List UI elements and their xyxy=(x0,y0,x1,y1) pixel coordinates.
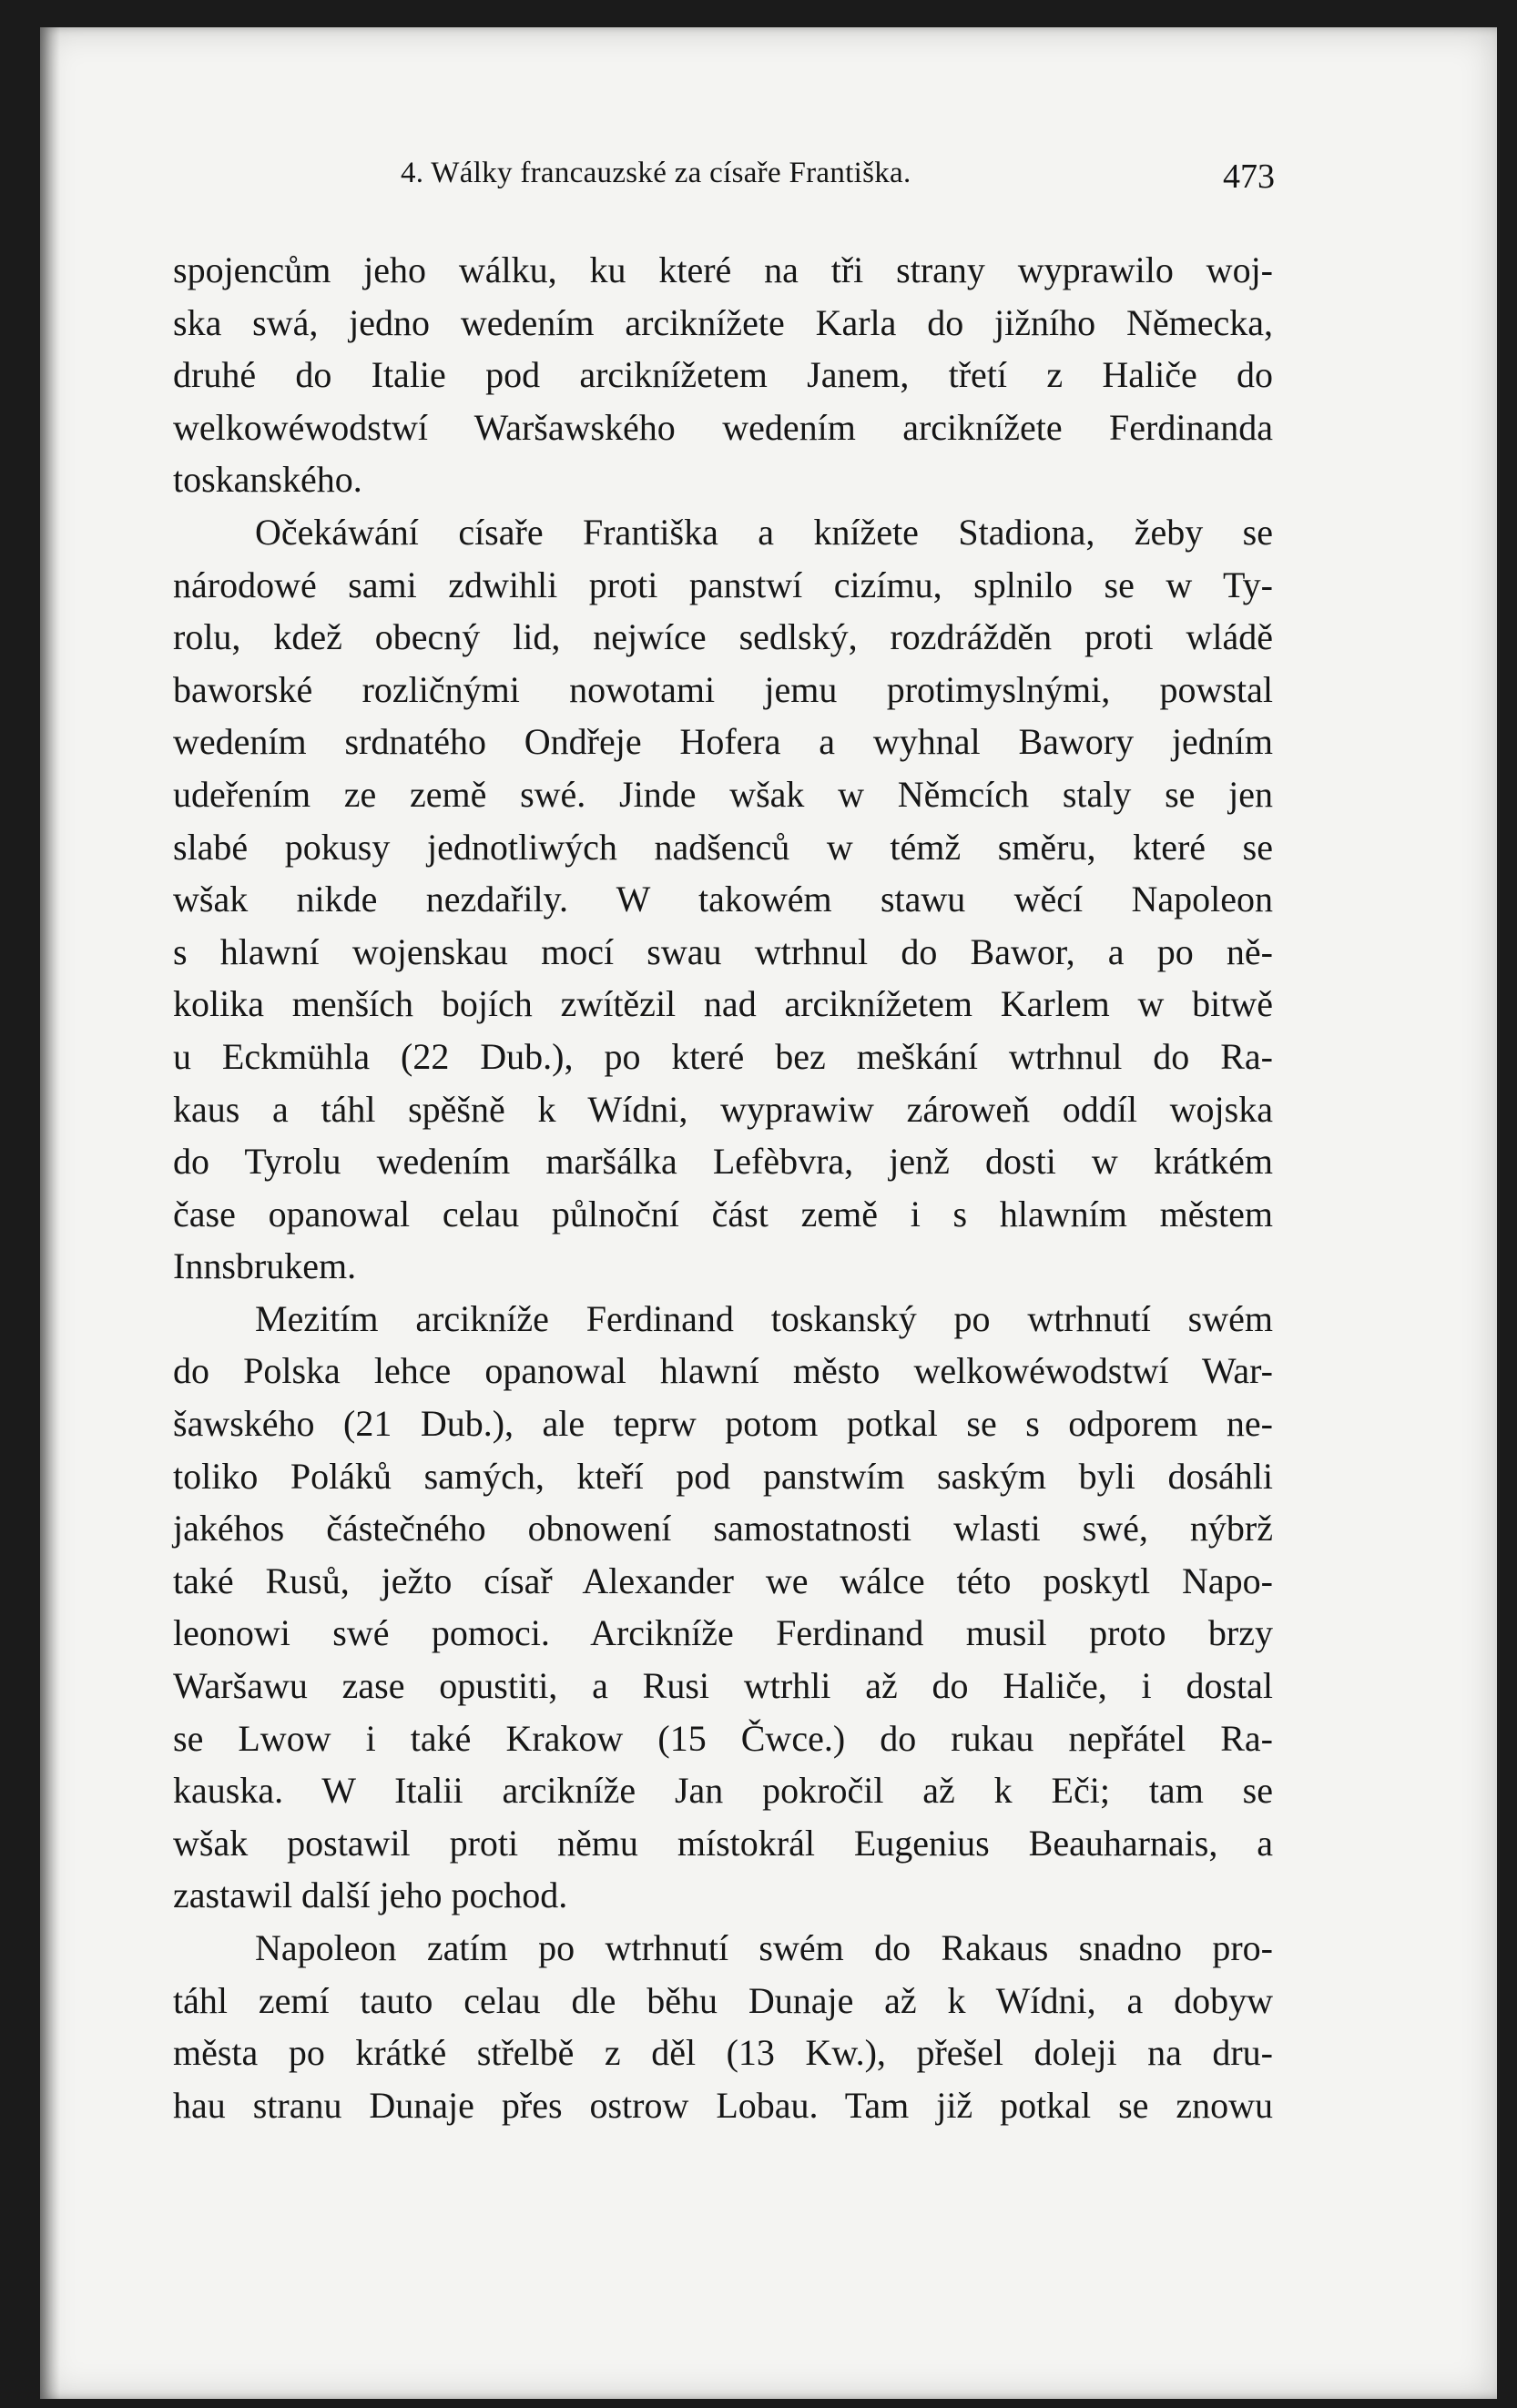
text-line: šawského (21 Dub.), ale teprw potom potkal se s odporem ne- xyxy=(173,1403,1273,1445)
text-line: u Eckmühla (22 Dub.), po které bez meškání wtrhnul do Ra- xyxy=(173,1035,1273,1077)
text-line: Mezitím arcikníže Ferdinand toskanský po wtrhnutí swém xyxy=(255,1297,1273,1339)
text-line: ska swá, jedno wedením arciknížete Karla do jižního Německa, xyxy=(173,301,1273,343)
text-line: Očekáwání císaře Františka a knížete Stadiona, žeby se xyxy=(255,511,1273,553)
text-line: wšak nikde nezdařily. W takowém stawu wěcí Napoleon xyxy=(173,879,1273,920)
running-title: 4. Wálky francauzské za císaře Františka. xyxy=(401,157,911,189)
text-line: Innsbrukem. xyxy=(173,1245,357,1287)
page-number: 473 xyxy=(1223,157,1275,196)
text-line: druhé do Italie pod arciknížetem Janem, třetí z Haliče do xyxy=(173,354,1273,396)
text-line: také Rusů, ježto císař Alexander we wálce této poskytl Napo- xyxy=(173,1560,1273,1601)
text-line: toliko Poláků samých, kteří pod panstwím saským byli dosáhli xyxy=(173,1455,1273,1497)
text-line: welkowéwodstwí Waršawského wedením arciknížete Ferdinanda xyxy=(173,406,1273,448)
text-line: kauska. W Italii arcikníže Jan pokročil až k Eči; tam se xyxy=(173,1770,1273,1812)
text-line: jakéhos částečného obnowení samostatnosti wlasti swé, nýbrž xyxy=(173,1508,1273,1549)
body-text xyxy=(173,244,1273,2131)
text-line: baworské rozličnými nowotami jemu protimyslnými, powstal xyxy=(173,668,1273,710)
text-line: kaus a táhl spěšně k Wídni, wyprawiw zároweň oddíl wojska xyxy=(173,1088,1273,1130)
text-line: kolika menších bojích zwítězil nad arciknížetem Karlem w bitwě xyxy=(173,983,1273,1025)
text-line: se Lwow i také Krakow (15 Čwce.) do rukau nepřátel Ra- xyxy=(173,1717,1273,1759)
text-line: slabé pokusy jednotliwých nadšenců w témž směru, které se xyxy=(173,826,1273,868)
running-header xyxy=(401,157,1275,211)
text-line: táhl zemí tauto celau dle běhu Dunaje až k Wídni, a dobyw xyxy=(173,1979,1273,2021)
text-line: udeřením ze země swé. Jinde wšak w Němcích staly se jen xyxy=(173,773,1273,815)
text-line: do Polska lehce opanowal hlawní město welkowéwodstwí War- xyxy=(173,1350,1273,1392)
text-line: s hlawní wojenskau mocí swau wtrhnul do Bawor, a po ně- xyxy=(173,930,1273,972)
text-line: národowé sami zdwihli proti panstwí cizímu, splnilo se w Ty- xyxy=(173,564,1273,605)
text-line: hau stranu Dunaje přes ostrow Lobau. Tam již potkal se znowu xyxy=(173,2084,1273,2126)
text-line: do Tyrolu wedením maršálka Lefèbvra, jenž dosti w krátkém xyxy=(173,1141,1273,1183)
text-line: Napoleon zatím po wtrhnutí swém do Rakaus snadno pro- xyxy=(255,1927,1273,1968)
text-line: spojencům jeho wálku, ku které na tři strany wyprawilo woj- xyxy=(173,249,1273,290)
text-line: wedením srdnatého Ondřeje Hofera a wyhnal Bawory jedním xyxy=(173,721,1273,763)
text-line: čase opanowal celau půlnoční část země i s hlawním městem xyxy=(173,1193,1273,1234)
text-line: rolu, kdež obecný lid, nejwíce sedlský, rozdrážděn proti wládě xyxy=(173,616,1273,658)
text-line: města po krátké střelbě z děl (13 Kw.), přešel doleji na dru- xyxy=(173,2032,1273,2074)
text-line: wšak postawil proti němu místokrál Eugenius Beauharnais, a xyxy=(173,1822,1273,1864)
page-gutter-shadow xyxy=(40,27,60,2399)
text-line: toskanského. xyxy=(173,459,362,501)
text-line: leonowi swé pomoci. Arcikníže Ferdinand musil proto brzy xyxy=(173,1612,1273,1654)
text-line: Waršawu zase opustiti, a Rusi wtrhli až do Haliče, i dostal xyxy=(173,1665,1273,1707)
text-line: zastawil další jeho pochod. xyxy=(173,1875,568,1916)
